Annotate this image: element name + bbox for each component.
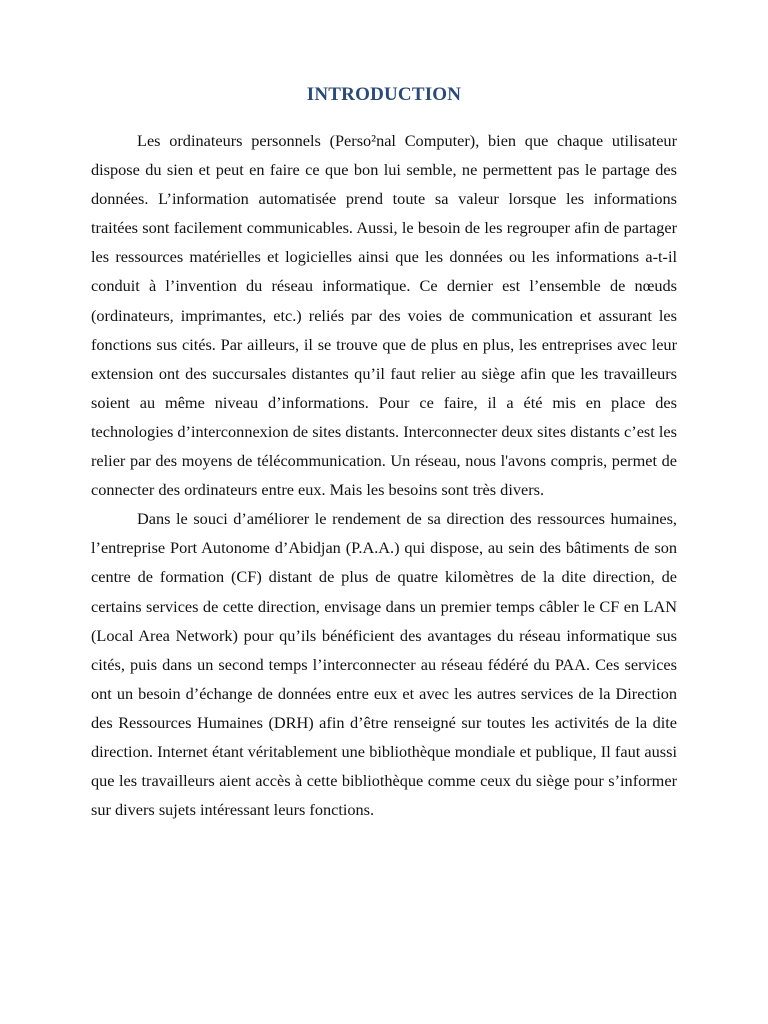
page-title: INTRODUCTION — [306, 84, 462, 105]
intro-paragraph-2: Dans le souci d’améliorer le rendement de sa direction des ressources humaines, l’entreprise Port Autonome d’Abidjan (P.A.A.) qui dispose, au sein des bâtiments de son centre de formation (CF) distant de plus de quatre kilomètres de la dite direction, de certains services de cette direction, envisage dans un premier temps câbler le CF en LAN (Local Area Network) pour qu’ils bénéficient des avantages du réseau informatique sus cités, puis dans un second temps l’interconnecter au réseau fédéré du PAA. Ces services ont un besoin d’échange de données entre eux et avec les autres services de la Direction des Ressources Humaines (DRH) afin d’être renseigné sur toutes les activités de la dite direction. Internet étant véritablement une bibliothèque mondiale et publique, Il faut aussi que les travailleurs aient accès à cette bibliothèque comme ceux du siège pour s’informer sur divers sujets intéressant leurs fonctions. — [91, 509, 677, 820]
intro-paragraph-1: Les ordinateurs personnels (Perso²nal Computer), bien que chaque utilisateur dispose du sien et peut en faire ce que bon lui semble, ne permettent pas le partage des données. L’information automatisée prend toute sa valeur lorsque les informations traitées sont facilement communicables. Aussi, le besoin de les regrouper afin de partager les ressources matérielles et logicielles ainsi que les données ou les informations a-t-il conduit à l’invention du réseau informatique. Ce dernier est l’ensemble de nœuds (ordinateurs, imprimantes, etc.) reliés par des voies de communication et assurant les fonctions sus cités. Par ailleurs, il se trouve que de plus en plus, les entreprises avec leur extension ont des succursales distantes qu’il faut relier au siège afin que les travailleurs soient au même niveau d’informations. Pour ce faire, il a été mis en place des technologies d’interconnexion de sites distants. Interconnecter deux sites distants c’est les relier par des moyens de télécommunication. Un réseau, nous l'avons compris, permet de connecter des ordinateurs entre eux. Mais les besoins sont très divers. — [91, 131, 677, 500]
document-page — [91, 84, 677, 824]
